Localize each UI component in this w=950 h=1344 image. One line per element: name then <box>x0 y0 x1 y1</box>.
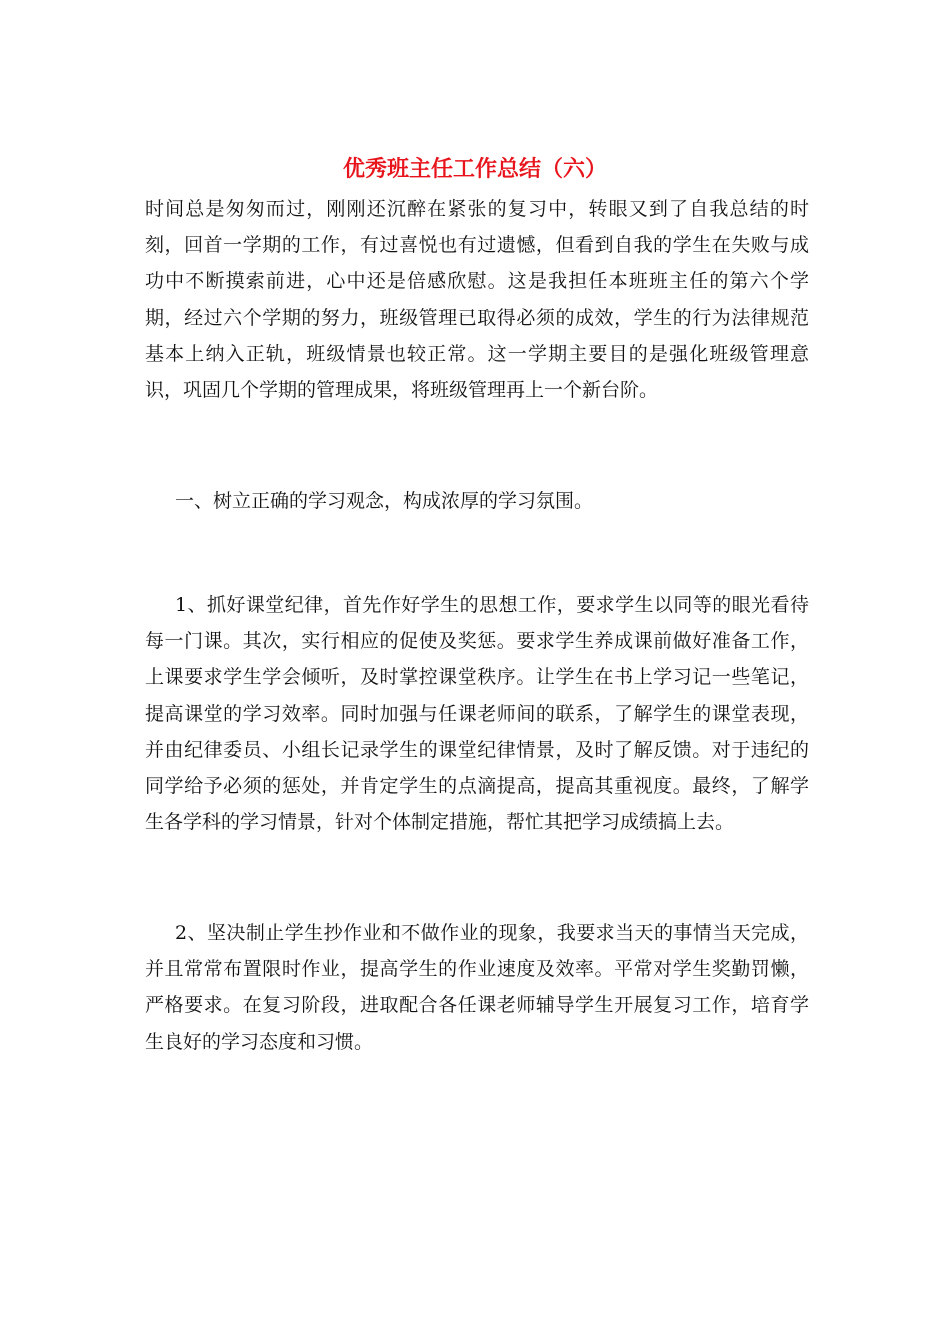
intro-paragraph: 时间总是匆匆而过，刚刚还沉醉在紧张的复习中，转眼又到了自我总结的时刻，回首一学期的工作，有过喜悦也有过遗憾，但看到自我的学生在失败与成功中不断摸索前进，心中还是倍感欣慰。这是我担任本班班主任的第六个学期，经过六个学期的努力，班级管理已取得必须的成效，学生的行为法律规范基本上纳入正轨，班级情景也较正常。这一学期主要目的是强化班级管理意识，巩固几个学期的管理成果，将班级管理再上一个新台阶。 <box>145 198 809 402</box>
section-heading: 一、树立正确的学习观念，构成浓厚的学习氛围。 <box>175 490 594 512</box>
document-title: 优秀班主任工作总结（六） <box>342 156 607 182</box>
list-item-2: 2、坚决制止学生抄作业和不做作业的现象，我要求当天的事情当天完成，并且常常布置限时作业，提高学生的作业速度及效率。平常对学生奖勤罚懒，严格要求。在复习阶段，进取配合各任课老师辅导学生开展复习工作，培育学生良好的学习态度和习惯。 <box>145 922 809 1053</box>
list-item-1: 1、抓好课堂纪律，首先作好学生的思想工作，要求学生以同等的眼光看待每一门课。其次，实行相应的促使及奖惩。要求学生养成课前做好准备工作，上课要求学生学会倾听，及时掌控课堂秩序。让学生在书上学习记一些笔记，提高课堂的学习效率。同时加强与任课老师间的联系，了解学生的课堂表现，并由纪律委员、小组长记录学生的课堂纪律情景，及时了解反馈。对于违纪的同学给予必须的惩处，并肯定学生的点滴提高，提高其重视度。最终，了解学生各学科的学习情景，针对个体制定措施，帮忙其把学习成绩搞上去。 <box>145 594 809 834</box>
